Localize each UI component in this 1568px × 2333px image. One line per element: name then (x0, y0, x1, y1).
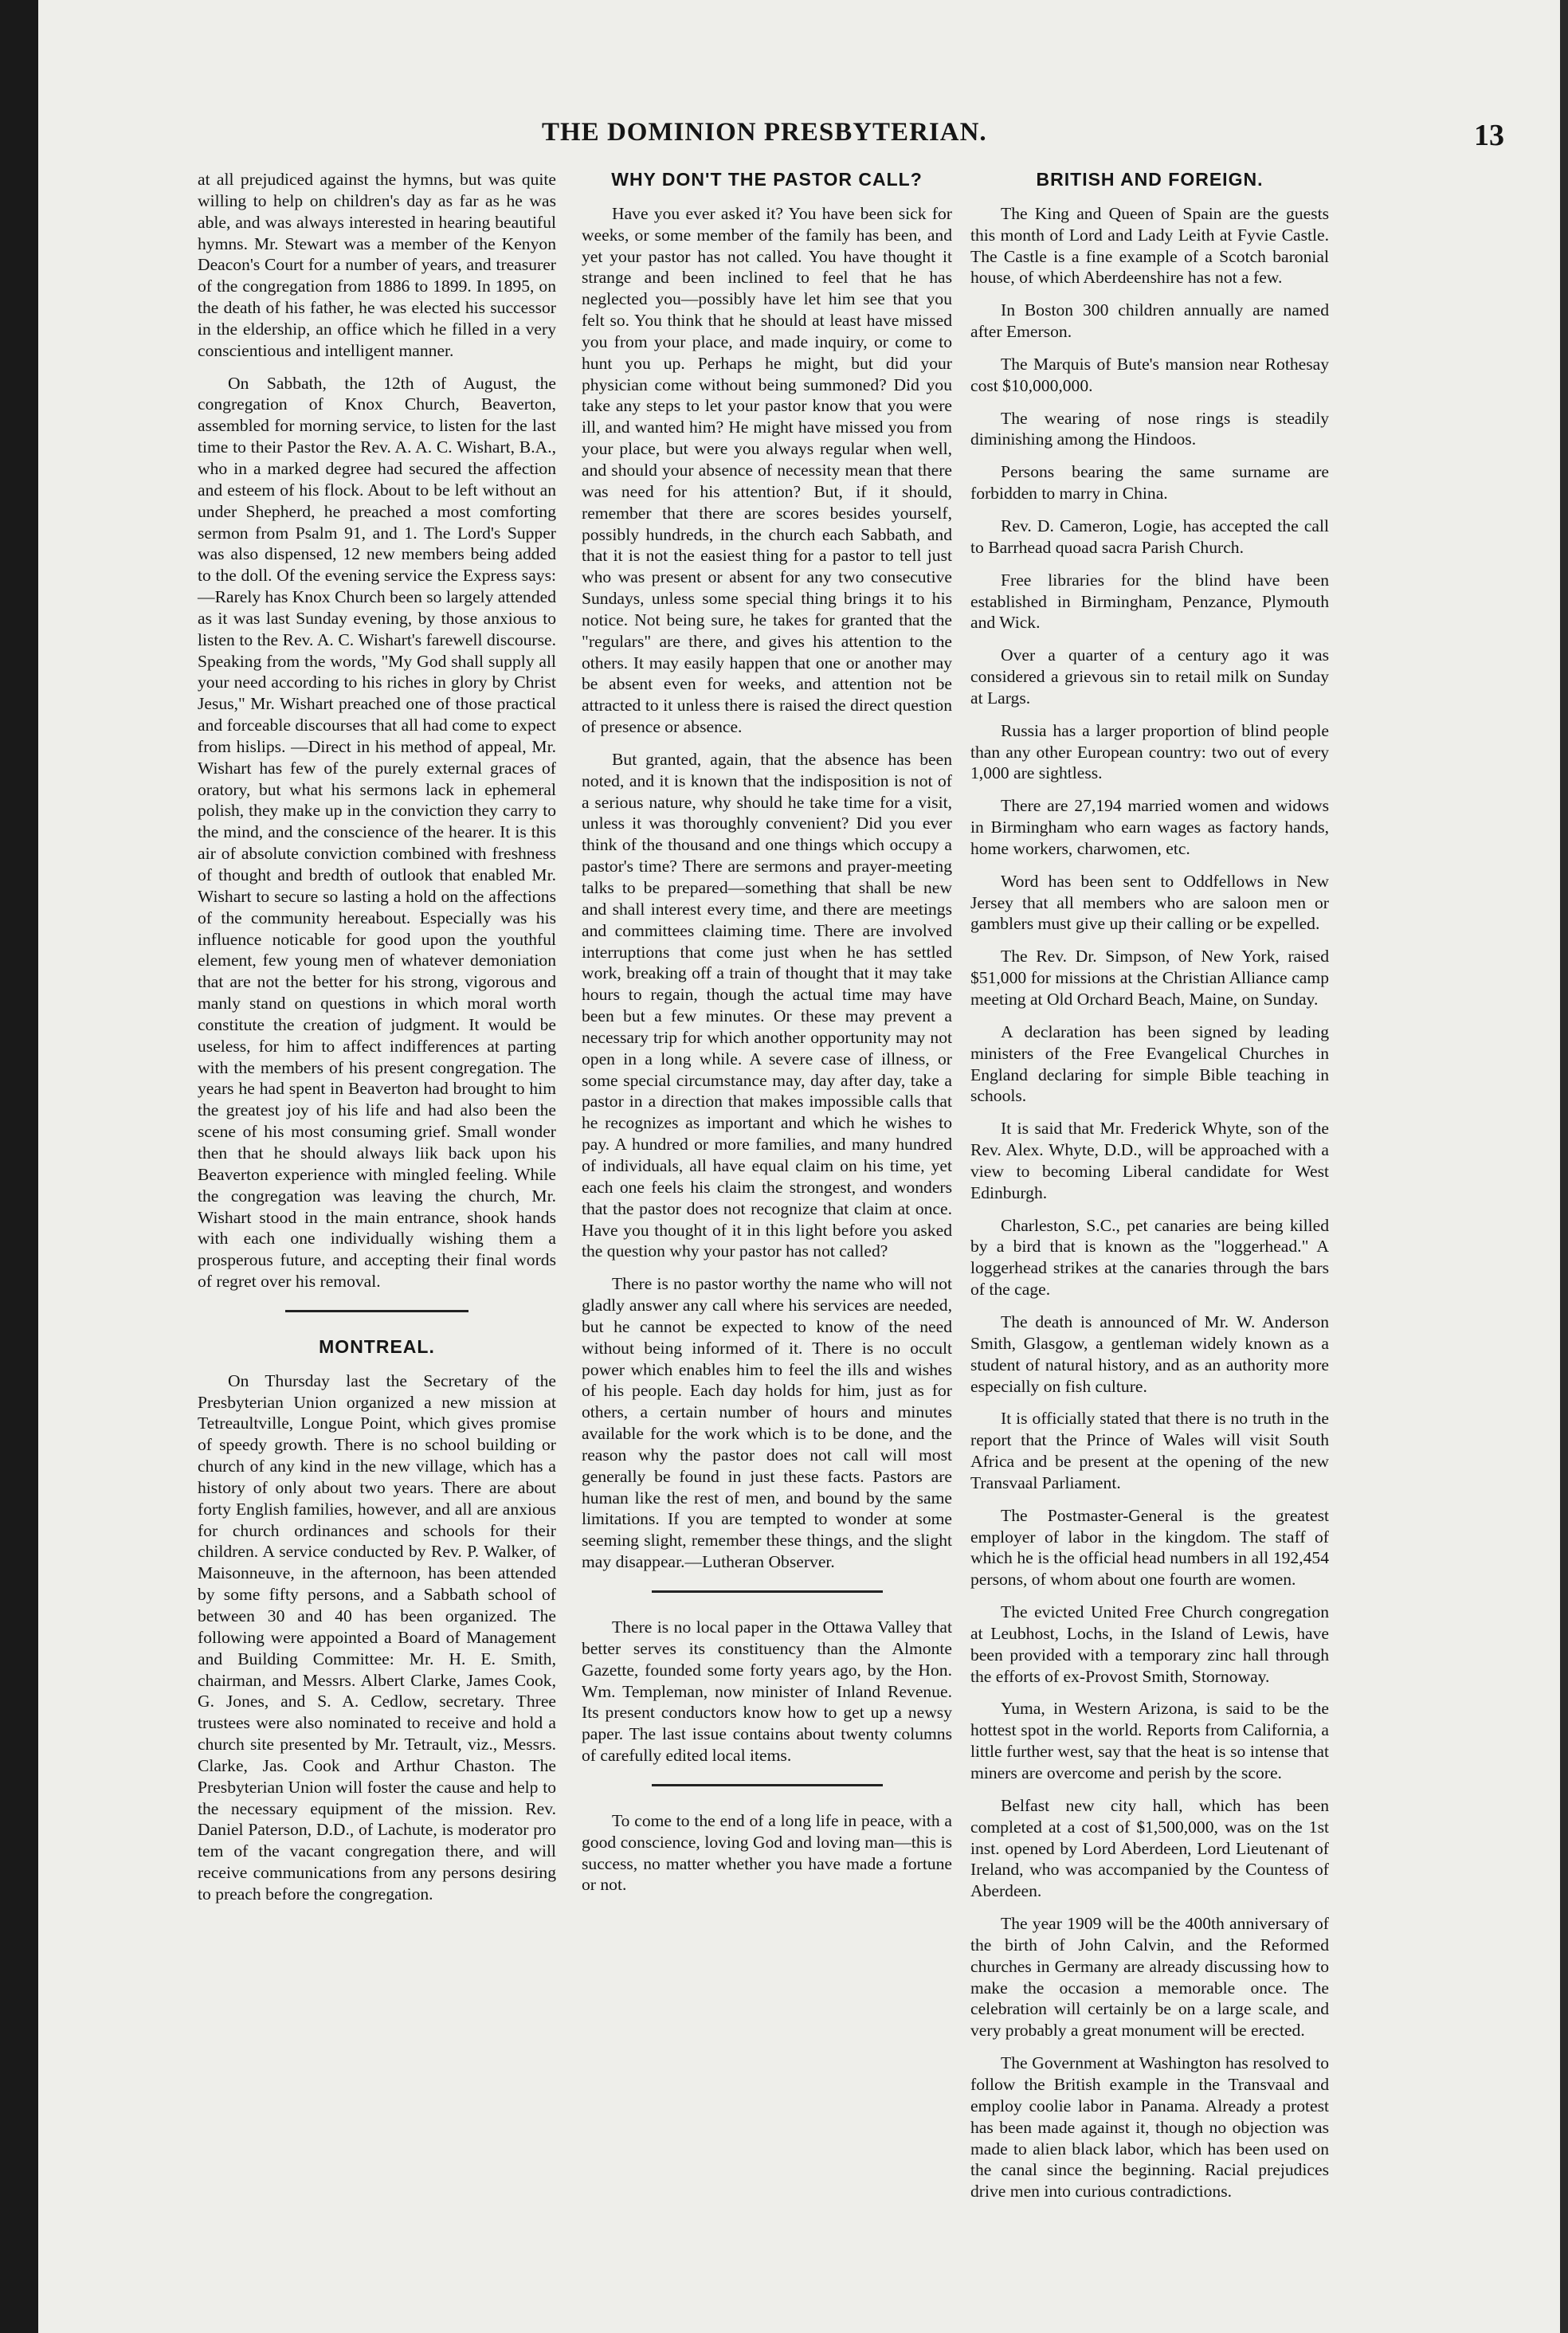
column-rule (285, 1310, 468, 1312)
news-item: Russia has a larger proportion of blind people than any other European country: two out of every 1,000 are sightless. (970, 720, 1329, 783)
news-item: The Government at Washington has resolved to follow the British example in the Transvaal and employ coolie labor in Panama. Already a protest has been made against it, though no objection was made to alien black labor, which has been used on the canal since the beginning. Racial prejudices drive men into curious contradictions. (970, 2053, 1329, 2202)
news-item: A declaration has been signed by leading ministers of the Free Evangelical Churches in England declaring for simple Bible teaching in schools. (970, 1021, 1329, 1106)
article-paragraph: But granted, again, that the absence has been noted, and it is known that the indisposition is not of a serious nature, why should he take time for a visit, unless it was thoroughly convenient? Did you ever think of the thousand and one things which occupy a pastor's time? There are sermons and prayer-meeting talks to be prepared—something that shall be new and shall interest every time, and there are meetings and committees claiming time. There are involved interruptions that come just when he has settled work, breaking off a train of thought that it may take hours to regain, though the actual time may have been but a few minutes. Or these may prevent a necessary trip for which another opportunity may not open in a long while. A severe case of illness, or some special circumstance may, day after day, take a pastor in a direction that makes impossible calls that he recognizes as important and which he wishes to pay. A hundred or more families, and many hundred of individuals, all have equal claim on his time, yet each one feels his claim the strongest, and wonders that the pastor does not recognize that claim at once. Have you thought of it in this light before you asked the question why your pastor has not called? (582, 749, 952, 1261)
news-item: Rev. D. Cameron, Logie, has accepted the call to Barrhead quoad sacra Parish Church. (970, 516, 1329, 557)
news-item: Persons bearing the same surname are forbidden to marry in China. (970, 462, 1329, 504)
article-paragraph: On Thursday last the Secretary of the Presbyterian Union organized a new mission at Tetreaultville, Longue Point, which gives promise of speedy growth. There is no school building or church of any kind in the new village, which has a history of only about two years. There are about forty English families, however, and all are anxious for church ordinances and schools for their children. A service conducted by Rev. P. Walker, of Maisonneuve, in the afternoon, has been attended by some fifty persons, and a Sabbath school of between 30 and 40 has been organized. The following were appointed a Board of Management and Building Committee: Mr. H. E. Smith, chairman, and Messrs. Albert Clarke, James Cook, G. Jones, and S. A. Cedlow, secretary. Three trustees were also nominated to receive and hold a church site presented by Mr. Tetrault, viz., Messrs. Clarke, Jas. Cook and Arthur Chaston. The Presbyterian Union will foster the cause and help to the necessary equipment of the mission. Rev. Daniel Paterson, D.D., of Lachute, is moderator pro tem of the vacant congregation there, and will receive communications from any persons desiring to preach before the congregation. (198, 1370, 556, 1904)
column-2 (582, 169, 952, 1907)
news-item: Free libraries for the blind have been established in Birmingham, Penzance, Plymouth and Wick. (970, 570, 1329, 633)
heading-british-foreign: BRITISH AND FOREIGN. (1036, 169, 1264, 190)
news-item: The Postmaster-General is the greatest employer of labor in the kingdom. The staff of which he is the official head numbers in all 192,454 persons, of whom about one fourth are women. (970, 1505, 1329, 1590)
heading-montreal: MONTREAL. (319, 1335, 435, 1357)
column-rule (652, 1590, 883, 1593)
article-paragraph: There is no local paper in the Ottawa Valley that better serves its constituency than the Almonte Gazette, founded some forty years ago, by the Hon. Wm. Templeman, now minister of Inland Revenue. Its present conductors know how to get up a newsy paper. The last issue contains about twenty columns of carefully edited local items. (582, 1617, 952, 1766)
column-3 (970, 169, 1329, 2213)
heading-pastor-call: WHY DON'T THE PASTOR CALL? (611, 169, 923, 190)
news-item: It is officially stated that there is no truth in the report that the Prince of Wales will visit South Africa and be present at the opening of the new Transvaal Parliament. (970, 1409, 1329, 1492)
news-item: There are 27,194 married women and widows in Birmingham who earn wages as factory hands, home workers, charwomen, etc. (970, 796, 1329, 858)
news-item: The evicted United Free Church congregation at Leubhost, Lochs, in the Island of Lewis, have been provided with a temporary zinc hall through the efforts of ex-Provost Smith, Stornoway. (970, 1602, 1329, 1686)
news-item: Yuma, in Western Arizona, is said to be the hottest spot in the world. Reports from California, a little further west, say that the heat is so intense that miners are overcome and perish by the score. (970, 1699, 1329, 1782)
news-item: In Boston 300 children annually are named after Emerson. (970, 300, 1329, 342)
news-item: It is said that Mr. Frederick Whyte, son of the Rev. Alex. Whyte, D.D., will be approached with a view to becoming Liberal candidate for West Edinburgh. (970, 1119, 1329, 1202)
news-item: The year 1909 will be the 400th anniversary of the birth of John Calvin, and the Reformed churches in Germany are already discussing how to make the occasion a memorable once. The celebration will certainly be on a large scale, and very probably a great monument will be erected. (970, 1914, 1329, 2041)
article-paragraph: On Sabbath, the 12th of August, the congregation of Knox Church, Beaverton, assembled for morning service, to listen for the last time to their Pastor the Rev. A. A. C. Wishart, B.A., who in a marked degree had secured the affection and esteem of his flock. About to be left without an under Shepherd, he preached a most comforting sermon from Psalm 91, and 1. The Lord's Supper was also dispensed, 12 new members being added to the doll. Of the evening service the Express says:—Rarely has Knox Church been so largely attended as it was last Sunday evening, by those anxious to listen to the Rev. A. C. Wishart's farewell discourse. Speaking from the words, "My God shall supply all your need according to his riches in glory by Christ Jesus," Mr. Wishart preached one of those practical and forceable discourses that all had come to expect from hislips. —Direct in his method of appeal, Mr. Wishart has few of the purely external graces of oratory, but what his sermons lack in ephemeral polish, they make up in the conviction they carry to the mind, and the conscience of the hearer. It is this air of absolute conviction combined with freshness of thought and bredth of outlook that enabled Mr. Wishart to secure so lasting a hold on the affections of the community hereabout. Especially was his influence noticable for good upon the youthful element, few young men of whatever demoniation that are not the better for his strong, vigorous and manly stand on questions in which moral worth constitute the creation of judgment. It would be useless, for him to affect indifferences at parting with the members of his present congregation. The years he had spent in Beaverton had brought to him the greatest joy of his life and had also been the scene of his most consuming grief. Small wonder then that he should always liik back upon his Beaverton experience with mingled feeling. While the congregation was leaving the church, Mr. Wishart stood in the main entrance, shook hands with each one individually wishing them a prosperous future, and accepting their final words of regret over his removal. (198, 373, 556, 1292)
running-head: THE DOMINION PRESBYTERIAN. (542, 118, 987, 147)
column-rule (652, 1784, 883, 1786)
page-number: 13 (1474, 119, 1504, 152)
news-item: Charleston, S.C., pet canaries are being killed by a bird that is known as the "loggerhead." A loggerhead strikes at the canaries through the bars of the cage. (970, 1215, 1329, 1300)
news-item: The Rev. Dr. Simpson, of New York, raised $51,000 for missions at the Christian Alliance camp meeting at Old Orchard Beach, Maine, on Sunday. (970, 947, 1329, 1009)
article-paragraph: There is no pastor worthy the name who will not gladly answer any call where his services are needed, but he cannot be expected to know of the need without being informed of it. There is no occult power which enables him to feel the ills and wishes of his people. Each day holds for him, just as for others, a certain number of hours and minutes available for the work which is to be done, and the reason why the pastor does not call will most generally be found in just these facts. Pastors are human like the rest of men, and bound by the same limitations. If you are tempted to wonder at some seeming slight, remember these things, and the slight may disappear.—Lutheran Observer. (582, 1274, 952, 1572)
news-item: The wearing of nose rings is steadily diminishing among the Hindoos. (970, 408, 1329, 449)
news-item: The death is announced of Mr. W. Anderson Smith, Glasgow, a gentleman widely known as a student of natural history, and as an authority more especially on fish culture. (970, 1312, 1329, 1396)
article-paragraph: Have you ever asked it? You have been sick for weeks, or some member of the family has been, and yet your pastor has not called. You have thought it strange and been inclined to feel that he has neglected you—possibly have let him see that you felt so. You think that he should at least have missed you from your place, and made inquiry, or come to hunt you up. Perhaps he might, but did your physician come without being summoned? Did you take any steps to let your pastor know that you were ill, and wanted him? He might have missed you from your place, but were you always regular when well, and should your absence of necessity mean that there was need for his attention? But, if it should, remember that there are scores besides yourself, possibly hundreds, in the church each Sabbath, and that it is not the easiest thing for a pastor to tell just who was present or absent for any two consecutive Sundays, unless some special thing brings it to his notice. Not being sure, he takes for granted that the "regulars" are there, and gives his attention to the others. It may easily happen that one or another may be absent even for weeks, and attention not be attracted to it unless there is raised the direct question of presence or absence. (582, 203, 952, 737)
scan-left-edge (0, 0, 38, 2333)
news-item: The Marquis of Bute's mansion near Rothesay cost $10,000,000. (970, 354, 1329, 395)
article-paragraph: To come to the end of a long life in peace, with a good conscience, loving God and loving man—this is success, no matter whether you have made a fortune or not. (582, 1810, 952, 1895)
news-item: The King and Queen of Spain are the guests this month of Lord and Lady Leith at Fyvie Castle. The Castle is a fine example of a Scotch baronial house, of which Aberdeenshire has not a few. (970, 203, 1329, 288)
column-1 (198, 169, 556, 1916)
news-item: Over a quarter of a century ago it was considered a grievous sin to retail milk on Sunday at Largs. (970, 645, 1329, 708)
news-item: Belfast new city hall, which has been completed at a cost of $1,500,000, was on the 1st inst. opened by Lord Aberdeen, Lord Lieutenant of Ireland, who was accompanied by the Countess of Aberdeen. (970, 1795, 1329, 1901)
article-paragraph: at all prejudiced against the hymns, but was quite willing to help on children's day as far as he was able, and was always interested in hearing beautiful hymns. Mr. Stewart was a member of the Kenyon Deacon's Court for a number of years, and treasurer of the congregation from 1886 to 1899. In 1895, on the death of his father, he was elected his successor in the eldership, an office which he filled in a very conscientious and intelligent manner. (198, 170, 556, 360)
scan-right-edge (1560, 0, 1568, 2333)
news-item: Word has been sent to Oddfellows in New Jersey that all members who are saloon men or gamblers must give up their calling or be expelled. (970, 871, 1329, 934)
